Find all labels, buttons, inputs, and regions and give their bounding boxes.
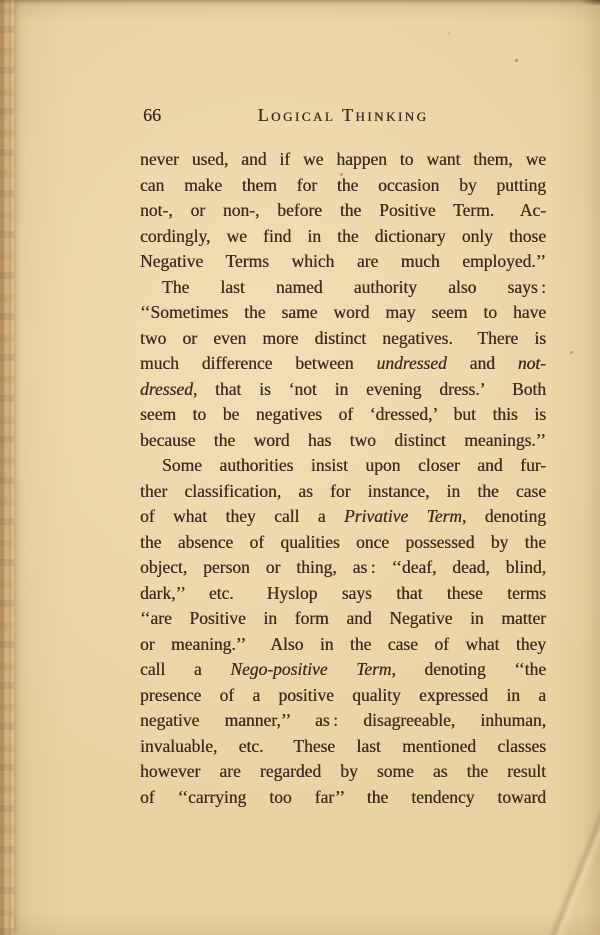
text-line	[140, 300, 546, 326]
text-segment: invaluable, etc. These last mentioned classes	[140, 735, 546, 756]
text-segment: ‘‘Sometimes the same word may seem to have	[140, 302, 546, 322]
text-segment: ‘‘are Positive in form and Negative in matter	[140, 608, 546, 628]
text-line	[140, 504, 546, 530]
text-segment: denoting	[466, 506, 546, 526]
text-segment: call a	[140, 659, 231, 679]
text-line	[140, 224, 546, 250]
text-line	[140, 759, 546, 785]
text-segment: presence of a positive quality expressed in a	[140, 684, 546, 705]
text-segment: because the word has two distinct meanings.’’	[140, 429, 546, 450]
text-line	[140, 428, 546, 454]
text-segment: the absence of qualities once possessed by the	[140, 531, 546, 552]
page-top-edge-shadow	[0, 0, 600, 6]
paragraph	[140, 453, 546, 810]
text-line	[140, 581, 546, 607]
text-line	[140, 275, 546, 301]
dust-specks	[0, 0, 1, 1]
text-segment: of ‘‘carrying too far’’ the tendency toward	[140, 786, 546, 807]
text-segment: never used, and if we happen to want them, we	[140, 149, 546, 169]
page-binding-edge	[0, 0, 14, 935]
text-segment: can make them for the occasion by putting	[140, 174, 546, 195]
italic-text: not-	[517, 353, 546, 373]
text-segment: negative manner,’’ as : disagreeable, inhuman,	[140, 710, 546, 730]
text-segment: much difference between	[140, 353, 377, 373]
text-segment: ther classification, as for instance, in the case	[140, 480, 546, 501]
text-segment: of what they call a	[140, 506, 344, 526]
text-segment: object, person or thing, as : ‘‘deaf, dead, blind,	[140, 557, 546, 577]
text-line	[140, 657, 546, 683]
corner-stain	[574, 0, 600, 7]
text-line	[140, 683, 546, 709]
text-block	[140, 104, 546, 810]
text-segment: cordingly, we find in the dictionary only those	[140, 225, 546, 246]
italic-text: dressed,	[140, 378, 198, 399]
text-line	[140, 606, 546, 632]
text-segment: seem to be negatives of ‘dressed,’ but this is	[140, 404, 546, 424]
italic-text: Privative Term,	[343, 506, 467, 526]
text-line	[140, 708, 546, 734]
text-segment: two or even more distinct negatives. There is	[140, 327, 546, 348]
text-segment: or meaning.’’ Also in the case of what they	[140, 633, 546, 654]
text-segment: The last named authority also says :	[162, 276, 546, 297]
text-line	[140, 377, 546, 403]
page-number: 66	[143, 105, 161, 125]
text-line	[140, 326, 546, 352]
text-line	[140, 402, 546, 428]
italic-text: Nego-positive Term,	[230, 659, 396, 679]
text-segment: and	[446, 353, 518, 373]
text-line	[140, 147, 546, 173]
text-line	[140, 734, 546, 760]
page-header	[140, 104, 546, 126]
text-segment: however are regarded by some as the result	[140, 761, 546, 781]
page-crease	[528, 810, 600, 935]
text-segment: not-, or non-, before the Positive Term. Ac-	[140, 200, 546, 220]
running-head: Logical Thinking	[257, 105, 429, 125]
text-segment: that is ‘not in evening dress.’ Both	[197, 378, 546, 399]
text-segment: Some authorities insist upon closer and fur-	[162, 455, 546, 475]
text-line	[140, 632, 546, 658]
body-text	[140, 147, 546, 810]
italic-text: undressed	[376, 353, 447, 373]
text-line	[140, 479, 546, 505]
paragraph	[140, 147, 546, 275]
text-line	[140, 198, 546, 224]
paragraph	[140, 275, 546, 454]
text-line	[140, 351, 546, 377]
text-segment: Negative Terms which are much employed.’’	[140, 251, 546, 271]
text-line	[140, 249, 546, 275]
text-line	[140, 555, 546, 581]
text-line	[140, 453, 546, 479]
text-segment: dark,’’ etc. Hyslop says that these terms	[140, 582, 546, 603]
text-line	[140, 173, 546, 199]
text-line	[140, 530, 546, 556]
text-line	[140, 785, 546, 811]
text-segment: denoting ‘‘the	[395, 659, 546, 679]
